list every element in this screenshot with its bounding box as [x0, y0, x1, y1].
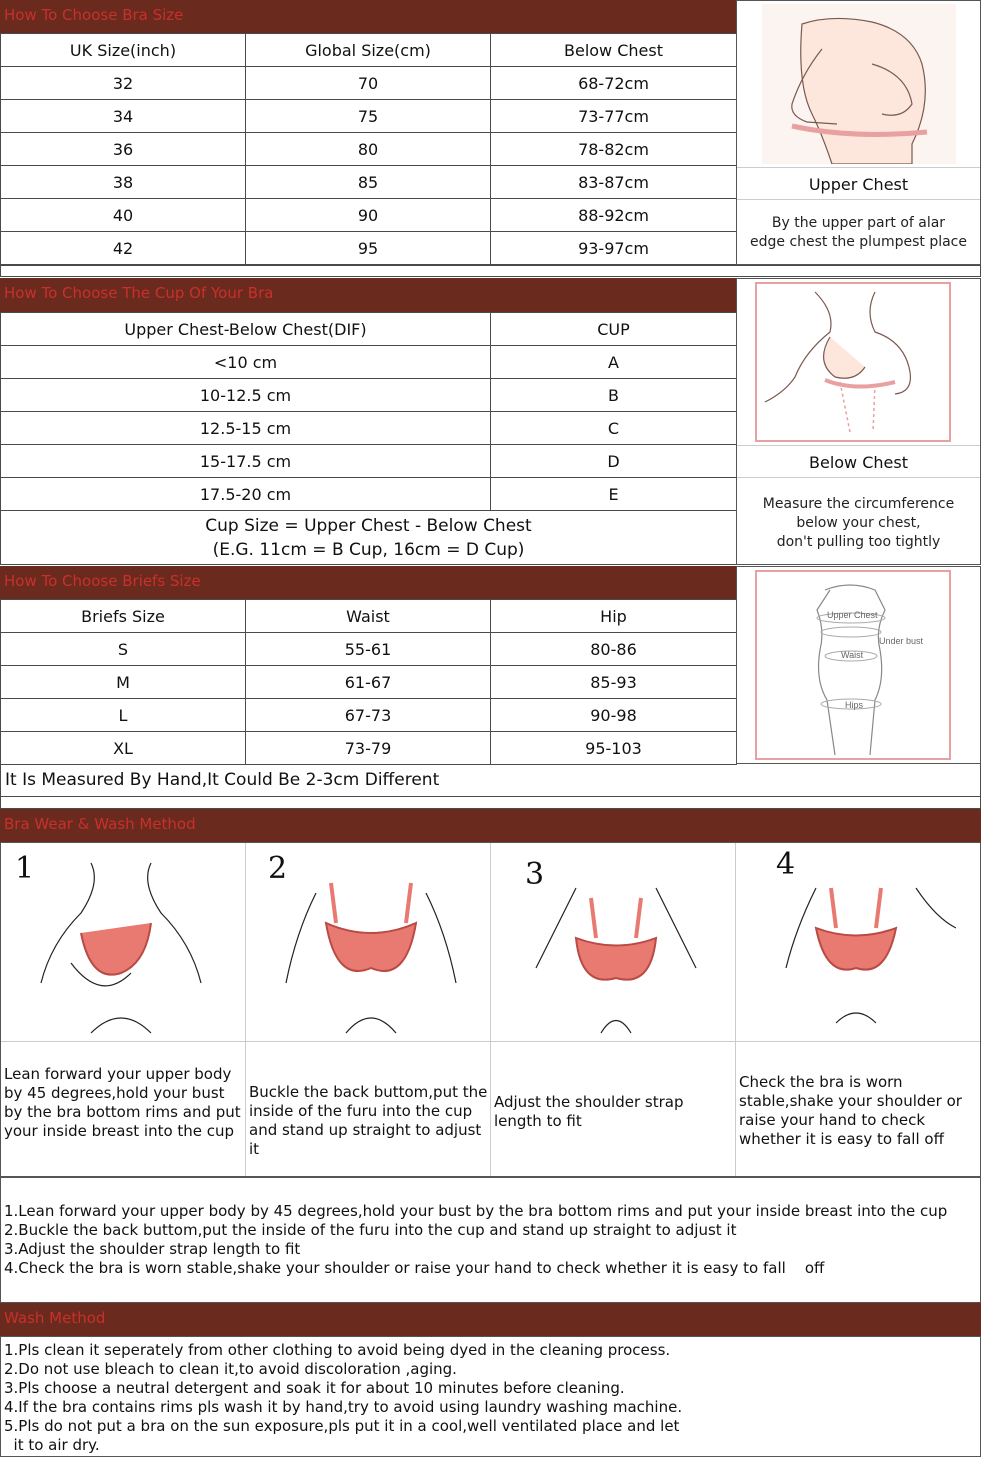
table-cell: 90: [246, 199, 491, 232]
wear-step-2-illustration: [276, 853, 466, 1043]
note-line: don't pulling too tightly: [776, 534, 941, 550]
table-header: Global Size(cm): [246, 34, 491, 67]
note-line: By the upper part of alar: [771, 215, 946, 231]
table-cell: 95-103: [491, 732, 737, 765]
step-3: [491, 843, 736, 1176]
summary-line: 1.Lean forward your upper body by 45 degrees,hold your bust by the bra bottom rims and put your inside breast into the cup: [4, 1202, 948, 1220]
table-cell: L: [1, 699, 246, 732]
table-cell: 93-97cm: [491, 232, 737, 265]
summary-line: 4.Check the bra is worn stable,shake your shoulder or raise your hand to check whether it is easy to fall off: [4, 1259, 825, 1277]
wear-step-4-illustration: [776, 858, 956, 1028]
briefs-size-header: How To Choose Briefs Size: [0, 566, 736, 599]
table-cell: 68-72cm: [491, 67, 737, 100]
briefs-size-table: [0, 599, 737, 765]
table-cell: 80: [246, 133, 491, 166]
cup-size-table: [0, 312, 737, 565]
table-cell: 83-87cm: [491, 166, 737, 199]
note-line: Measure the circumference: [762, 496, 955, 512]
step-number: 1: [15, 851, 35, 886]
table-header: Waist: [246, 600, 491, 633]
table-cell: 85: [246, 166, 491, 199]
table-cell: 32: [1, 67, 246, 100]
table-cell: M: [1, 666, 246, 699]
below-chest-illustration: [755, 282, 951, 442]
note-line: edge chest the plumpest place: [750, 234, 967, 250]
table-header: Below Chest: [491, 34, 737, 67]
summary-line: 3.Adjust the shoulder strap length to fit: [4, 1240, 301, 1258]
upper-chest-panel: [736, 0, 981, 265]
summary-line: 2.Buckle the back buttom,put the inside of the furu into the cup and stand up straight to adjust it: [4, 1221, 737, 1239]
step-number: 3: [525, 857, 545, 892]
wear-summary: [0, 1177, 981, 1303]
body-diagram-panel: [736, 566, 981, 764]
step-text-divider: [1, 1041, 980, 1042]
wash-line: it to air dry.: [4, 1436, 100, 1454]
wash-line: 3.Pls choose a neutral detergent and soak it for about 10 minutes before cleaning.: [4, 1379, 625, 1397]
table-cell: 61-67: [246, 666, 491, 699]
table-header: Upper Chest-Below Chest(DIF): [1, 313, 491, 346]
table-cell: C: [491, 412, 737, 445]
diagram-label-waist: Waist: [841, 650, 864, 660]
table-cell: E: [491, 478, 737, 511]
formula-line: (E.G. 11cm = B Cup, 16cm = D Cup): [212, 539, 525, 560]
table-cell: 42: [1, 232, 246, 265]
below-chest-note: [737, 495, 980, 552]
step-1: [1, 843, 246, 1176]
table-cell: 75: [246, 100, 491, 133]
table-cell: 73-77cm: [491, 100, 737, 133]
upper-chest-note: [737, 214, 980, 252]
step-2: [246, 843, 491, 1176]
table-cell: 17.5-20 cm: [1, 478, 491, 511]
upper-chest-illustration: [762, 4, 956, 164]
wash-instructions: [0, 1336, 981, 1457]
below-chest-label: Below Chest: [737, 445, 980, 478]
wear-method-header: Bra Wear & Wash Method: [0, 809, 981, 842]
wear-step-1-illustration: [31, 853, 211, 1043]
wash-method-header: Wash Method: [0, 1303, 981, 1336]
wash-line: 1.Pls clean it seperately from other clothing to avoid being dyed in the cleaning process.: [4, 1341, 671, 1359]
diagram-label-hips: Hips: [845, 700, 864, 710]
table-cell: XL: [1, 732, 246, 765]
table-cell: 40: [1, 199, 246, 232]
step-text: Lean forward your upper body by 45 degrees,hold your bust by the bra bottom rims and put your inside breast into the cup: [4, 1065, 241, 1140]
table-cell: 55-61: [246, 633, 491, 666]
table-cell: 88-92cm: [491, 199, 737, 232]
table-header: Briefs Size: [1, 600, 246, 633]
table-cell: 78-82cm: [491, 133, 737, 166]
table-cell: A: [491, 346, 737, 379]
bra-size-header: How To Choose Bra Size: [0, 0, 736, 33]
measure-footnote: It Is Measured By Hand,It Could Be 2-3cm Different: [0, 764, 981, 797]
wear-step-3-illustration: [526, 858, 706, 1038]
wash-line: 4.If the bra contains rims pls wash it by hand,try to avoid using laundry washing machine.: [4, 1398, 683, 1416]
table-cell: 73-79: [246, 732, 491, 765]
below-chest-panel: [736, 278, 981, 565]
table-cell: 80-86: [491, 633, 737, 666]
wear-steps-grid: [0, 842, 981, 1177]
table-cell: S: [1, 633, 246, 666]
body-measure-diagram: [755, 570, 951, 760]
section-gap: [0, 797, 981, 809]
formula-line: Cup Size = Upper Chest - Below Chest: [205, 515, 532, 536]
table-header: UK Size(inch): [1, 34, 246, 67]
table-header: CUP: [491, 313, 737, 346]
table-cell: 15-17.5 cm: [1, 445, 491, 478]
table-cell: 36: [1, 133, 246, 166]
table-cell: 95: [246, 232, 491, 265]
table-cell: D: [491, 445, 737, 478]
step-number: 4: [776, 847, 796, 882]
table-cell: 10-12.5 cm: [1, 379, 491, 412]
step-text: Adjust the shoulder strap length to fit: [494, 1093, 684, 1130]
table-cell: 12.5-15 cm: [1, 412, 491, 445]
section-gap: [0, 265, 981, 277]
step-text: Buckle the back buttom,put the inside of the furu into the cup and stand up straight to adjust it: [249, 1083, 488, 1158]
table-cell: 70: [246, 67, 491, 100]
step-number: 2: [268, 851, 288, 886]
cup-formula: [1, 511, 737, 565]
upper-chest-label: Upper Chest: [737, 167, 980, 200]
note-line: below your chest,: [796, 515, 921, 531]
table-cell: B: [491, 379, 737, 412]
cup-size-header: How To Choose The Cup Of Your Bra: [0, 278, 736, 312]
bra-size-table: [0, 33, 737, 265]
wash-line: 2.Do not use bleach to clean it,to avoid discoloration ,aging.: [4, 1360, 457, 1378]
diagram-label-under: Under bust: [879, 636, 924, 646]
table-header: Hip: [491, 600, 737, 633]
table-cell: 34: [1, 100, 246, 133]
table-cell: 38: [1, 166, 246, 199]
step-4: [736, 843, 980, 1176]
diagram-label-upper: Upper Chest: [827, 610, 878, 620]
table-cell: 90-98: [491, 699, 737, 732]
wash-line: 5.Pls do not put a bra on the sun exposure,pls put it in a cool,well ventilated place and let: [4, 1417, 680, 1435]
step-text: Check the bra is worn stable,shake your shoulder or raise your hand to check whether it is easy to fall off: [739, 1073, 962, 1148]
table-cell: 67-73: [246, 699, 491, 732]
table-cell: 85-93: [491, 666, 737, 699]
table-cell: <10 cm: [1, 346, 491, 379]
